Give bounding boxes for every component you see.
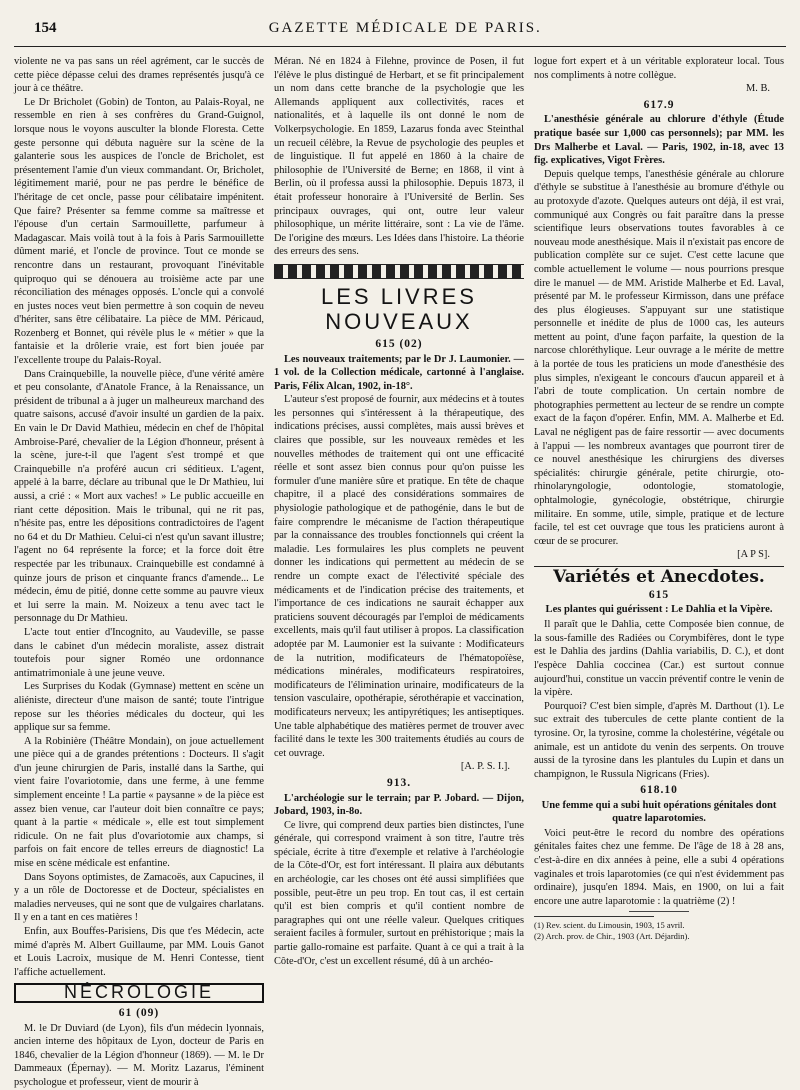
- ornamental-divider: [274, 264, 524, 279]
- entry-text: Voici peut-être le record du nombre des opérations génitales faites chez une femme. De l'âge de 18 à 28 ans, c'est-à-dire en dix années à peine, elle a subi 4 opérations vaginales et trois laparotomies (ce qui n'est évidemment pas ordinaire), jusqu'en 1894. Mais, en 1900, on lui a fait encore une autre laparotomie : la quatrième (2) !: [534, 827, 784, 907]
- footnote: (1) Rev. scient. du Limousin, 1903, 15 avril.: [534, 920, 685, 931]
- books-section-title: LES LIVRES NOUVEAUX: [321, 283, 477, 334]
- entry-number: 617.9: [643, 98, 675, 111]
- necrology-number: 61 (09): [118, 1006, 160, 1019]
- footnotes: [534, 916, 690, 941]
- necrology-title: NÉCROLOGIE: [14, 983, 264, 1003]
- entry-text: Depuis quelque temps, l'anesthésie générale au chlorure d'éthyle se substitue à l'anesthésie au bromure d'éthyle ou au protoxyde d'azote. Quelques auteurs ont déjà, il est vrai, communiqué aux Congrès ou fait paraître dans la presse scientifique leurs observations toutes favorables à ce nouveau mode anesthésique. Mais il n'existait pas encore de publication complète sur ce sujet. C'est cette lacune que comble actuellement le volume — nous pourrions presque dire le manuel — de MM. Aristide Malherbe et Ed. Laval, présenté par M. le professeur Kirmisson, dans une préface des plus élogieuses. S'appuyant sur une statistique personnelle et inédite de plus de 1000 cas, les auteurs mettent au point, d'une façon parfaite, la question de la narcose chloréthylique. Leur ouvrage a le mérite de mettre à la portée de tous les praticiens un mode d'anesthésie des plus simples, n'exigeant le concours d'aucun appareil et à l'abri de toute complication. Un certain nombre de photographies permettent au lecteur de se rendre un compte exact de la façon d'opérer. Enfin, MM. A. Malherbe et Ed. Laval ne négligent pas de faire ressortir — avec documents à l'appui — les nombreux avantages que pourront tirer de ce nouvel anesthésique les chirurgiens des diverses spécialités: chirurgie générale, petite chirurgie, oto-rhinolaryngologie, odontologie, stomatologie, ophtalmologie, gynécologie, obstétrique, chirurgie militaire. En somme, utile, simple, pratique et de lecture facile, tel est cet ouvrage que tous les praticiens auront à cœur de se procurer.: [534, 168, 784, 547]
- entry-text: Ce livre, qui comprend deux parties bien distinctes, l'une générale, qui correspond vraiment à son titre, l'autre très spéciale, écrite à titre d'exemple et relative à l'archéologie de la Côte-d'Or, est fort intéressant. Il plaira aux débutants en archéologie, car les choses ont été aussi simplifiées que possible, peut-être un peu trop. En tout cas, il est certain qu'il est bien compris et qu'il contient nombre de paragraphes qui ont une réelle valeur. Quelques critiques seraient faciles à formuler, surtout en préhistorique ; mais la partie gallo-romaine est parfaite. Quant à ce qui a trait à la Côte-d'Or, c'est un excellent résumé, dû à un archéo-: [274, 819, 524, 967]
- paragraph: Dans Crainquebille, la nouvelle pièce, d'une vérité amère et peu consolante, d'Anatole France, à la Renaissance, un président de tribunal a à juger un malheureux marchand des quatre saisons, accusé d'avoir insulté un gardien de la paix. En vain le Dr David Mathieu, médecin en chef de l'hôpital Ambroise-Paré, chevalier de la Légion d'honneur, présent à la scène, jure-t-il que l'agent s'est trompé et que Crainquebille n'a proféré aucun cri séditieux. L'agent, appelé à la barre, déclare au tribunal que le Dr Mathieu, lui aussi, a crié : « Mort aux vaches! » Le public accueille en riant cette déposition. Mais le tribunal, qui ne rit pas, n'hésite pas, entre les dépositions contradictoires de l'agent no 64 et du Dr Mathieu. Celui-ci n'est qu'un savant illustre; l'agent no 64 représente la force; et la force doit être respectée par les tribunaux. Crainquebille est condamné à quinze jours de prison et cinquante francs d'amende... Le médecin, ému de pitié, donne cette somme au pauvre vieux et lui serre la main. M. Noizeux a tenu avec tact le personnage du Dr Mathieu.: [14, 368, 264, 625]
- column-container: [14, 55, 786, 1088]
- page-number: 154: [34, 20, 57, 36]
- entry-heading: L'anesthésie générale au chlorure d'éthyle (Étude pratique basée sur 1,000 cas personnels); par MM. les Drs Malherbe et Laval. — Paris, 1902, in-18, avec 13 fig. explicatives, Vigot Frères.: [534, 114, 784, 167]
- column-2: [274, 55, 524, 1025]
- paragraph: Enfin, aux Bouffes-Parisiens, Dis que t'es Médecin, acte mimé d'après M. Albert Guillaume, par MM. Louis Ganot et Louis Lacroix, musique de M. Henri Contesse, tient l'affiche actuellement.: [14, 926, 264, 978]
- page-header: [14, 20, 786, 47]
- entry-number: 618.10: [640, 784, 678, 797]
- entry-text: Il paraît que le Dahlia, cette Composée bien connue, de la sous-famille des Radiées ou Corymbifères, dont le type est le Dahlia des jardins (Dahlia variabilis, D. C.), et dont l'espèce Dahlia coccinea (Car.) est surtout connue aujourd'hui, constitue un vaccin préventif contre le venin de la vipère.: [534, 619, 784, 699]
- entry-signature: M. B.: [746, 83, 770, 95]
- entry-text: L'auteur s'est proposé de fournir, aux médecins et à toutes les personnes qui s'intéressent à la thérapeutique, des indications précises, aussi complètes, mais aussi brèves et claires que possible, sur les nouveaux remèdes et les nouvelles méthodes de traitement qui ont une efficacité réelle et sont assez bien connus pour qu'on puisse les formuler d'une manière sûre et pratique. En tête de chaque chapitre, il a placé des considérations sommaires de physiologie pathologique et de pathogénie, dans le but de faire comprendre le mécanisme de l'action thérapeutique par la connaissance des troubles fonctionnels qui créent la maladie. Les formulaires les plus complets ne peuvent donner les indications qui permettent au médecin de se rendre un compte exact de l'électivité spéciale des médicaments et de l'indication précise des traitements, et l'importance de ces indications ne saurait échapper aux praticiens souvent découragés par l'emploi de médicaments excellents, mais qu'il faut utiliser à propos. La classification adoptée par M. Laumonier est la suivante : Modificateurs de la nutrition, modificateurs de l'hématopoïèse, médications minérales, modificateurs respiratoires, modificateurs de l'élimination urinaire, modificateurs de la tension vasculaire, opothérapie, sérothérapie et vaccination, modificateurs nerveux; les antipyrétiques; les antiseptiques. Une table alphabétique des matières permet de trouver avec facilité dans le texte les 300 traitements étudiés au cours de cet ouvrage.: [274, 394, 524, 759]
- necrology-text: M. le Dr Duviard (de Lyon), fils d'un médecin lyonnais, ancien interne des hôpitaux de Lyon, docteur de Paris en 1846, chevalier de la Légion d'honneur (1869). — M. le Dr Dammeaux (Épernay). — M. Moritz Lazarus, l'éminent psychologue et professeur, vient de mourir à: [14, 1022, 264, 1088]
- entry-text: Pourquoi? C'est bien simple, d'après M. Darthout (1). Le suc extrait des tubercules de cette plante contient de la tyrosine. Or, la tyrosine, comme la cholestérine, végétale ou animale, est un antidote du venin des serpents. On trouve aussi de la tyrosine dans les plantules du Lupin et dans un champignon, le Russula Nigricans (Fries).: [534, 700, 784, 780]
- entry-heading: Une femme qui a subi huit opérations génitales dont quatre laparotomies.: [541, 799, 777, 824]
- column-3: [534, 55, 784, 1025]
- paragraph: Méran. Né en 1824 à Filehne, province de Posen, il fut l'élève le plus distingué de Herbart, et se fit principalement un nom dans cette branche de la psychologie que les Allemands appliquent aux collectivités, races et nationalités, et à laquelle ils ont donné le nom de Volkerpsychologie. En 1859, Lazarus fonda avec Steinthal un recueil célèbre, la Revue de psychologie des peuples et de linguistique. Il fut appelé en 1860 à la chaire de philosophie de l'Université de Berne; en 1868, il vint à Berlin, où il professa aussi la philosophie. Depuis 1873, il était professeur honoraire à l'Université de Berlin. Ses principaux ouvrages, qui ont, outre leur valeur philosophique, un mérite littéraire, sont : La vie de l'âme. De l'origine des mœurs. Les Idées dans l'histoire. La théorie des erreurs des sens.: [274, 56, 524, 258]
- column-1: [14, 55, 264, 1088]
- entry-signature: [A. P. S. I.].: [460, 761, 510, 773]
- varieties-section-title: Variétés et Anecdotes.: [534, 566, 784, 585]
- entry-heading: L'archéologie sur le terrain; par P. Jobard. — Dijon, Jobard, 1903, in-8o.: [274, 792, 524, 818]
- entry-heading: Les nouveaux traitements; par le Dr J. Laumonier. — 1 vol. de la Collection médicale, cartonné à l'anglaise. Paris, Félix Alcan, 1902, in-18°.: [274, 353, 524, 392]
- journal-title: GAZETTE MÉDICALE DE PARIS.: [268, 20, 542, 36]
- paragraph: A la Robinière (Théâtre Mondain), on joue actuellement une pièce qui a de grandes prétentions : Docteurs. Il s'agit d'un jeune chirurgien de Paris, installé dans la Sarthe, qui vient faire l'ovariotomie, dans une ferme, à une femme simplement enceinte ! La partie « paysanne » de la pièce est assez bien venue, car l'auteur doit bien connaître ce pays; quant à la partie « médicale », elle est tout simplement ridicule. On ne fait plus d'ovariotomie aux champs, si parfois on fait encore de telles erreurs de diagnostic! La mise en scène médicale est enfantine.: [14, 735, 264, 870]
- paragraph: Le Dr Bricholet (Gobin) de Tonton, au Palais-Royal, ne ressemble en rien à ses confrères du Grand-Guignol, lorsque nous le voyons ausculter la blonde Floresta. Cette geste personne qui débuta naguère sur la scène de la galanterie sous les auspices de l'oncle de Bricholet, est présentement l'amie d'un vieux commandant. Or, Bricholet, légitimement marié, pour ne pas perdre le bénéfice de l'héritage de cet oncle, passe pour célibataire impénitent. Que faire? Présenter sa femme comme sa maîtresse et l'épouse d'un certain Sarmouillette, parfumeur à Madagascar. Mais voilà tout à la fois à Paris Sarmouillette dûment marié, et l'oncle de province. Tout ce monde se rencontre dans un restaurant, provoquant l'inévitable quiproquo qui se dénouera au troisième acte par une réconciliation des ménages opposés. L'oncle qui a convolé en justes noces veut bien permettre à son coquin de neveu d'hériter, sans être célibataire. La pièce de MM. Péricaud, Rozenberg et Bonnet, qui révèle plus le « métier » que la fantaisie et la drôlerie vraie, est fort bien jouée par l'excellente troupe du Palais-Royal.: [14, 96, 264, 367]
- paragraph: violente ne va pas sans un réel agrément, car le succès de cette pièce dépasse celui des drames représentés jusqu'à ce jour à ce théâtre.: [14, 56, 264, 95]
- entry-number: 615: [648, 588, 670, 601]
- footnote: (2) Arch. prov. de Chir., 1903 (Art. Déjardin).: [534, 930, 690, 941]
- paragraph: Dans Soyons optimistes, de Zamacoës, aux Capucines, il y a un rôle de Doctoresse et de Docteur, spécialistes en maladies nerveuses, qui ne sont que de vulgaires charlatans. Il y en a tant en ces matières !: [14, 871, 264, 924]
- entry-heading: Les plantes qui guérissent : Le Dahlia et la Vipère.: [545, 604, 773, 616]
- entry-signature: [A P S].: [737, 549, 770, 561]
- paragraph: Les Surprises du Kodak (Gymnase) mettent en scène un aliéniste, directeur d'une maison de santé; toute l'intrigue repose sur les théories médicales du docteur, qui les applique sur sa femme.: [14, 681, 264, 734]
- entry-number: 615 (02): [375, 337, 423, 350]
- paragraph: L'acte tout entier d'Incognito, au Vaudeville, se passe dans le cabinet d'un médecin moraliste, assez distrait toutefois pour signer Roméo une ordonnance antimatrimoniale à une jeune veuve.: [14, 626, 264, 679]
- end-rule: [629, 911, 689, 912]
- paragraph: logue fort expert et à un véritable explorateur local. Tous nos compliments à notre collègue.: [534, 56, 784, 81]
- entry-number: 913.: [386, 776, 412, 789]
